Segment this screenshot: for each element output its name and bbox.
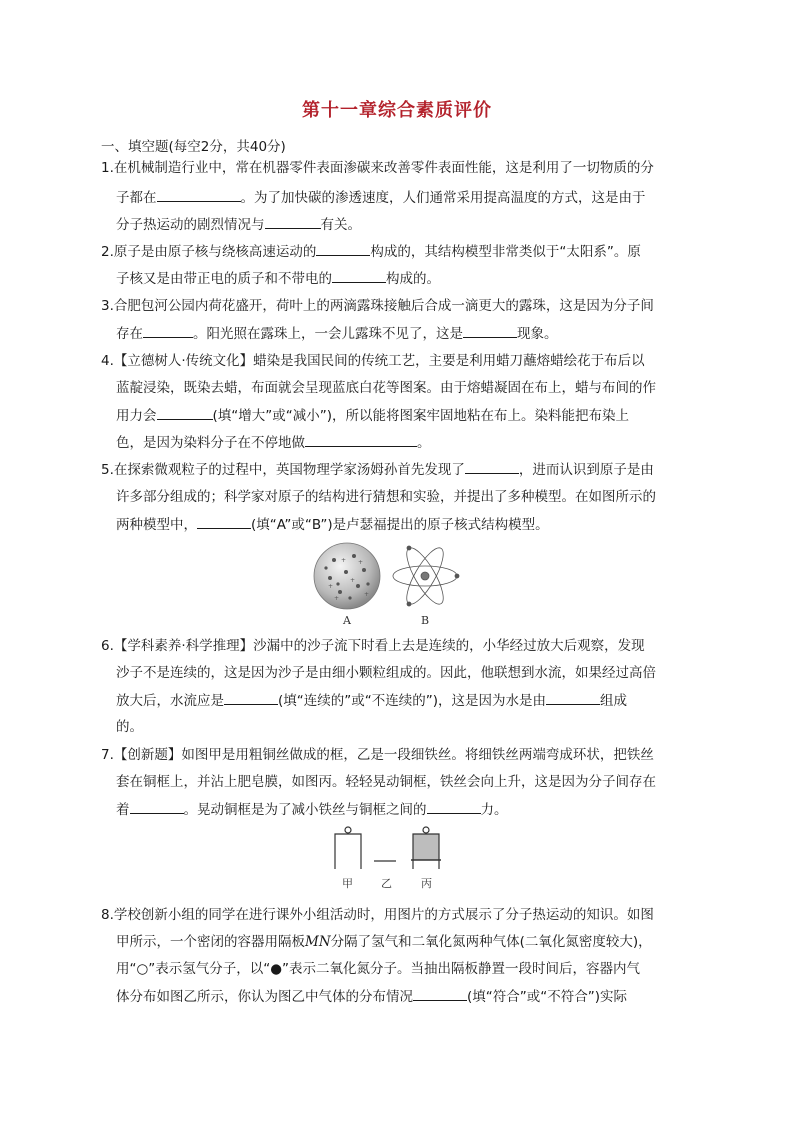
q8-text-c: 体分布如图乙所示，你认为图乙中气体的分布情况 <box>116 989 413 1005</box>
answer-blank[interactable] <box>316 241 370 256</box>
q7-text-c: 力。 <box>480 802 508 818</box>
q5-text-c: 两种模型中， <box>116 517 197 533</box>
answer-blank[interactable] <box>130 799 184 814</box>
answer-blank[interactable] <box>463 323 517 338</box>
answer-blank[interactable] <box>465 459 519 474</box>
plum-pudding-model <box>314 543 380 609</box>
q8-partition-label: MN <box>305 934 331 950</box>
answer-blank[interactable] <box>143 323 193 338</box>
q4-line-1: 4.【立德树人·传统文化】蜡染是我国民间的传统工艺，主要是利用蜡刀蘸熔蜡绘花于布后以 <box>101 353 645 369</box>
q6-text-b: (填“连续的”或“不连续的”)，这是因为水是由 <box>278 693 547 709</box>
q5-text-a: 5.在探索微观粒子的过程中，英国物理学家汤姆孙首先发现了 <box>101 462 465 478</box>
q8-line-4 <box>116 986 627 1007</box>
answer-blank[interactable] <box>413 986 467 1001</box>
q6-line-3 <box>116 690 627 711</box>
q5-text-d: (填“A”或“B”)是卢瑟福提出的原子核式结构模型。 <box>251 517 549 533</box>
q4-line-4 <box>116 432 431 453</box>
q5-line-1 <box>101 459 654 480</box>
q2-text-b: 构成的，其结构模型非常类似于“太阳系”。原 <box>370 244 641 260</box>
figure-label-a: A <box>343 614 351 627</box>
svg-text:+: + <box>341 557 347 564</box>
figure-label-jia: 甲 <box>342 877 353 890</box>
q1-line-2 <box>116 187 646 208</box>
q3-line-2 <box>116 323 558 344</box>
q4-text-a: 用力会 <box>116 408 157 424</box>
figure-label-yi: 乙 <box>381 877 392 890</box>
q2-text-a: 2.原子是由原子核与绕核高速运动的 <box>101 244 317 260</box>
q7-text-b: 。晃动铜框是为了减小铁丝与铜框之间的 <box>183 802 427 818</box>
q5-text-b: ，进而认识到原子是由 <box>518 462 654 478</box>
svg-text:+: + <box>334 595 340 602</box>
q1-text-a: 子都在 <box>116 190 157 206</box>
atom-models-figure <box>310 540 460 616</box>
q7-line-3 <box>116 799 508 820</box>
q6-line-2: 沙子不是连续的，这是因为沙子是由细小颗粒组成的。因此，他联想到水流，如果经过高倍 <box>116 665 656 681</box>
answer-blank[interactable] <box>197 514 251 529</box>
page-title: 第十一章综合素质评价 <box>302 100 492 121</box>
q3-text-c: 现象。 <box>517 326 558 342</box>
q4-line-2: 蓝靛浸染，既染去蜡，布面就会呈现蓝底白花等图案。由于熔蜡凝固在布上，蜡与布间的作 <box>116 380 656 396</box>
q3-text-b: 。阳光照在露珠上，一会儿露珠不见了，这是 <box>193 326 463 342</box>
q7-line-2: 套在铜框上，并沾上肥皂膜，如图丙。轻轻晃动铜框，铁丝会向上升，这是因为分子间存在 <box>116 774 656 790</box>
q8-text-d: (填“符合”或“不符合”)实际 <box>467 989 628 1005</box>
q6-line-1: 6.【学科素养·科学推理】沙漏中的沙子流下时看上去是连续的，小华经过放大后观察，发现 <box>101 638 645 654</box>
answer-blank[interactable] <box>427 799 481 814</box>
q6-line-4: 的。 <box>116 719 143 735</box>
q3-text-a: 存在 <box>116 326 143 342</box>
q1-line-3 <box>116 214 361 235</box>
frame-with-film-bing <box>411 827 441 869</box>
q4-line-3 <box>116 405 629 426</box>
q5-line-2: 许多部分组成的；科学家对原子的结构进行猜想和实验，并提出了多种模型。在如图所示的 <box>116 489 656 505</box>
q7-line-1: 7.【创新题】如图甲是用粗铜丝做成的框，乙是一段细铁丝。将细铁丝两端弯成环状，把铁丝 <box>101 747 654 763</box>
answer-blank[interactable] <box>157 187 241 202</box>
q5-line-3 <box>116 514 549 535</box>
answer-blank[interactable] <box>224 690 278 705</box>
q3-line-1: 3.合肥包河公园内荷花盛开，荷叶上的两滴露珠接触后合成一滴更大的露珠，这是因为分子间 <box>101 298 654 314</box>
q8-text-b: 分隔了氢气和二氧化氮两种气体(二氧化氮密度较大)， <box>330 934 652 950</box>
q7-text-a: 着 <box>116 802 130 818</box>
figure-label-bing: 丙 <box>421 877 432 890</box>
q2-text-d: 构成的。 <box>386 271 440 287</box>
q4-text-b: (填“增大”或“减小”)，所以能将图案牢固地粘在布上。染料能把布染上 <box>212 408 630 424</box>
q6-text-a: 放大后，水流应是 <box>116 693 224 709</box>
answer-blank[interactable] <box>546 690 600 705</box>
q2-line-1 <box>101 241 641 262</box>
q8-line-1: 8.学校创新小组的同学在进行课外小组活动时，用图片的方式展示了分子热运动的知识。如图 <box>101 907 654 923</box>
nuclear-model <box>393 543 459 608</box>
wire-frame-figure <box>328 825 448 873</box>
answer-blank[interactable] <box>332 268 386 283</box>
q2-line-2 <box>116 268 440 289</box>
answer-blank[interactable] <box>305 432 417 447</box>
copper-frame-jia <box>335 827 361 869</box>
svg-text:+: + <box>328 583 334 590</box>
answer-blank[interactable] <box>265 214 321 229</box>
svg-text:+: + <box>350 577 356 584</box>
q1-line-1: 1.在机械制造行业中，常在机器零件表面渗碳来改善零件表面性能，这是利用了一切物质的分 <box>101 160 654 176</box>
q4-text-c: 色，是因为染料分子在不停地做 <box>116 435 305 451</box>
svg-text:+: + <box>364 591 370 598</box>
q1-text-b: 。为了加快碳的渗透速度，人们通常采用提高温度的方式，这是由于 <box>240 190 646 206</box>
q1-text-d: 有关。 <box>320 217 361 233</box>
q6-text-c: 组成 <box>600 693 628 709</box>
q1-text-c: 分子热运动的剧烈情况与 <box>116 217 265 233</box>
q8-text-a: 甲所示，一个密闭的容器用隔板 <box>116 934 305 950</box>
q2-text-c: 子核又是由带正电的质子和不带电的 <box>116 271 332 287</box>
q8-line-2 <box>116 932 652 952</box>
section-heading: 一、填空题(每空2分，共40分) <box>101 139 286 155</box>
q8-line-3: 用“○”表示氢气分子，以“●”表示二氧化氮分子。当抽出隔板静置一段时间后，容器内气 <box>116 961 641 977</box>
q4-text-d: 。 <box>417 435 431 451</box>
figure-label-b: B <box>421 614 430 627</box>
answer-blank[interactable] <box>157 405 213 420</box>
svg-text:+: + <box>358 559 364 566</box>
